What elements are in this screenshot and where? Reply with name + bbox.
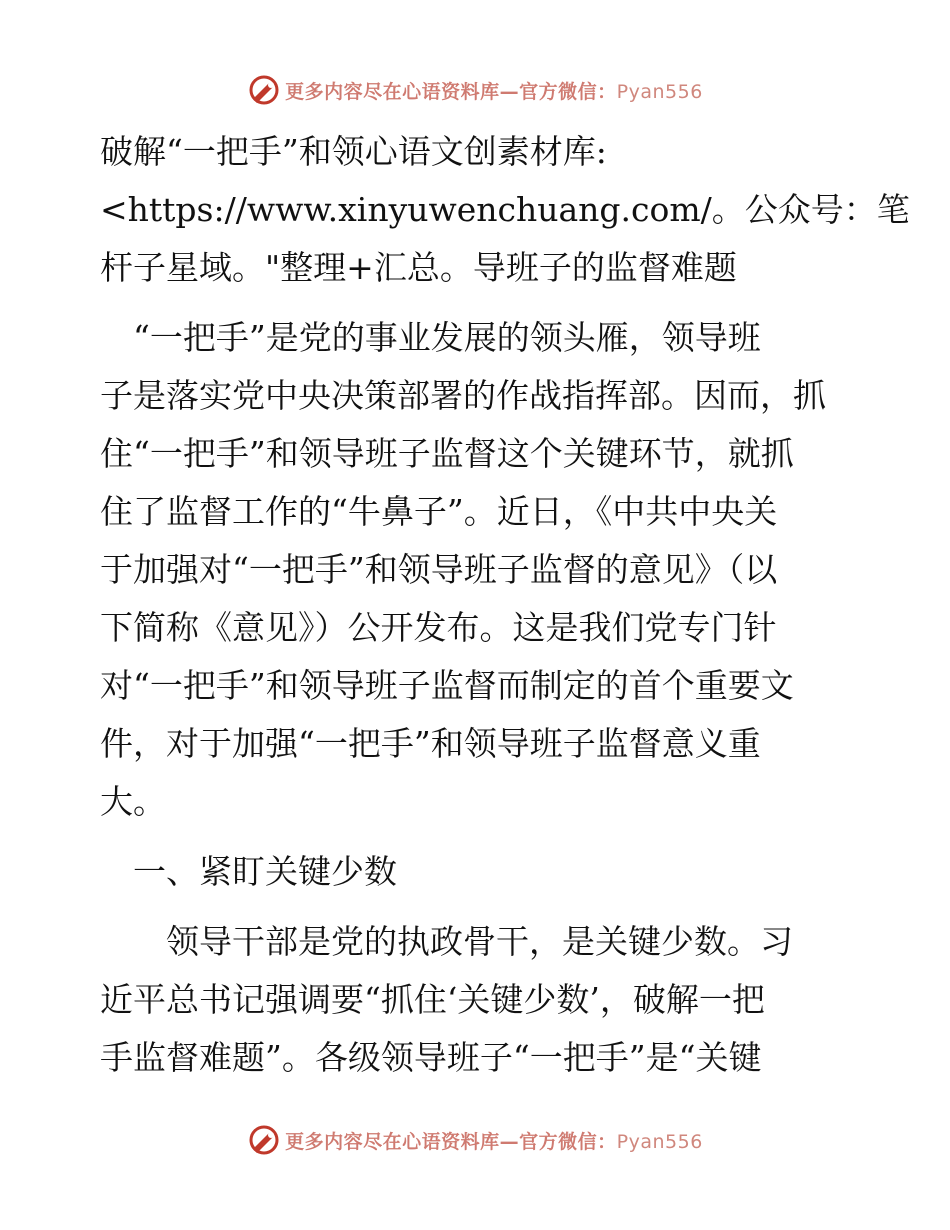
paragraph-line: 件，对于加强“一把手”和领导班子监督意义重 <box>100 724 761 763</box>
header-line: <https://www.xinyuwenchuang.com/。公众号：笔 <box>100 190 910 229</box>
header-line: 破解“一把手”和领心语文创素材库: <box>100 132 607 171</box>
paragraph-line: 住“一把手”和领导班子监督这个关键环节，就抓 <box>100 434 794 473</box>
paragraph-line: 领导干部是党的执政骨干，是关键少数。习 <box>100 922 793 961</box>
paragraph-line: 子是落实党中央决策部署的作战指挥部。因而，抓 <box>100 376 826 415</box>
paragraph-line: 大。 <box>100 782 166 821</box>
paragraph-line: 于加强对“一把手”和领导班子监督的意见》（以 <box>100 550 778 589</box>
paragraph-line: 手监督难题”。各级领导班子“一把手”是“关键 <box>100 1038 762 1077</box>
section-heading: 一、紧盯关键少数 <box>100 852 397 891</box>
paragraph-line: “一把手”是党的事业发展的领头雁，领导班 <box>100 318 761 357</box>
watermark-text: 更多内容尽在心语资料库—官方微信：Pyan556 <box>285 1130 703 1153</box>
watermark-footer <box>0 1120 950 1160</box>
paragraph-line: 住了监督工作的“牛鼻子”。近日，《中共中央关 <box>100 492 778 531</box>
watermark-text: 更多内容尽在心语资料库—官方微信：Pyan556 <box>285 80 703 103</box>
wechat-id: Pyan556 <box>616 80 703 103</box>
paragraph-line: 近平总书记强调要“抓住‘关键少数’，破解一把 <box>100 980 765 1019</box>
brand-logo-icon <box>247 73 281 107</box>
header-line: 杆子星域。"整理+汇总。导班子的监督难题 <box>100 248 737 287</box>
paragraph-line: 对“一把手”和领导班子监督而制定的首个重要文 <box>100 666 794 705</box>
watermark-header <box>0 70 950 110</box>
document-body <box>100 123 910 1087</box>
brand-logo-icon <box>247 1123 281 1157</box>
wechat-id: Pyan556 <box>616 1130 703 1153</box>
paragraph-line: 下简称《意见》）公开发布。这是我们党专门针 <box>100 608 777 647</box>
